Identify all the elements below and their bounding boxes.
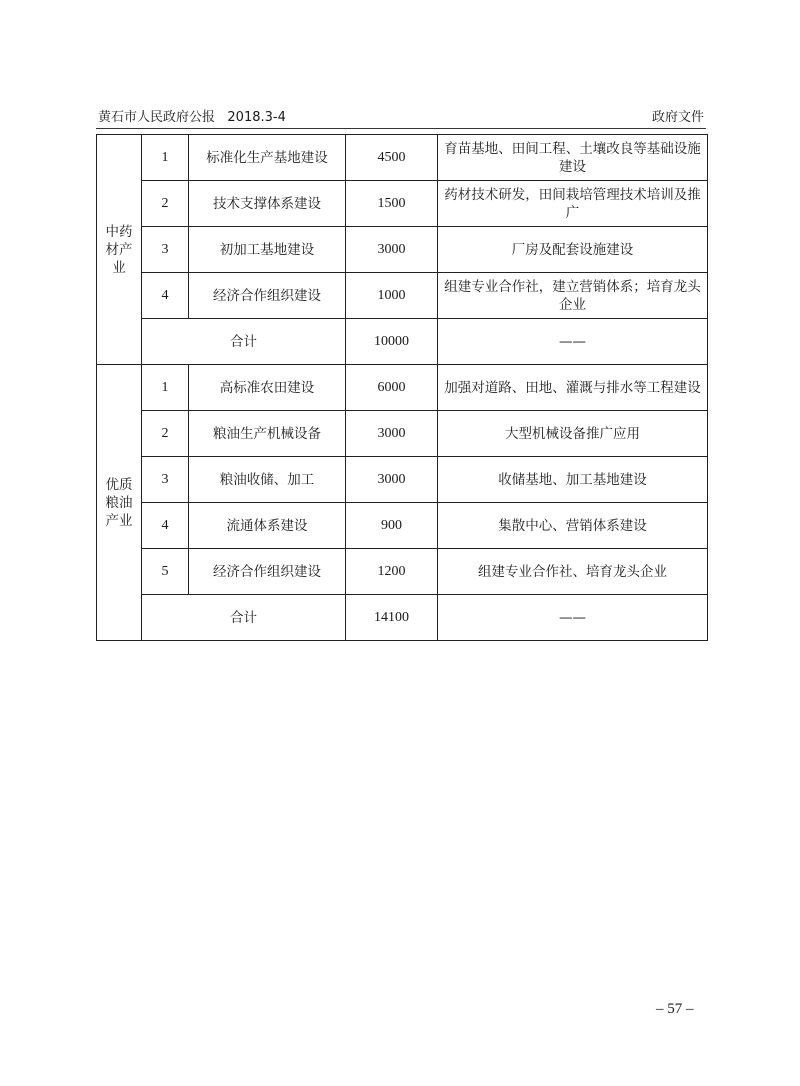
table-row: [97, 549, 708, 595]
table-row: [97, 457, 708, 503]
group-name-grain-oil: 优质粮油产业: [97, 365, 142, 641]
row-item: 技术支撑体系建设: [189, 181, 346, 227]
total-row: [97, 319, 708, 365]
group-name-medicinal: 中药材产业: [97, 135, 142, 365]
table-row: [97, 273, 708, 319]
row-item: 经济合作组织建设: [189, 549, 346, 595]
row-item: 粮油生产机械设备: [189, 411, 346, 457]
row-number: 1: [142, 365, 189, 411]
row-content: 加强对道路、田地、灌溉与排水等工程建设: [438, 365, 708, 411]
table-row: [97, 503, 708, 549]
row-content: 集散中心、营销体系建设: [438, 503, 708, 549]
row-amount: 3000: [346, 227, 438, 273]
row-amount: 3000: [346, 411, 438, 457]
total-amount: 14100: [346, 595, 438, 641]
row-amount: 1000: [346, 273, 438, 319]
row-content: 收储基地、加工基地建设: [438, 457, 708, 503]
total-content: ——: [438, 595, 708, 641]
row-content: 组建专业合作社，建立营销体系；培育龙头企业: [438, 273, 708, 319]
row-number: 3: [142, 227, 189, 273]
row-amount: 900: [346, 503, 438, 549]
total-label: 合计: [142, 319, 346, 365]
row-amount: 4500: [346, 135, 438, 181]
row-content: 厂房及配套设施建设: [438, 227, 708, 273]
total-row: [97, 595, 708, 641]
table-row: [97, 181, 708, 227]
row-number: 2: [142, 411, 189, 457]
row-number: 3: [142, 457, 189, 503]
row-item: 流通体系建设: [189, 503, 346, 549]
row-item: 标准化生产基地建设: [189, 135, 346, 181]
row-item: 初加工基地建设: [189, 227, 346, 273]
row-number: 5: [142, 549, 189, 595]
row-content: 组建专业合作社、培育龙头企业: [438, 549, 708, 595]
row-item: 高标准农田建设: [189, 365, 346, 411]
page-number: – 57 –: [656, 1001, 694, 1017]
row-amount: 3000: [346, 457, 438, 503]
total-content: ——: [438, 319, 708, 365]
row-number: 2: [142, 181, 189, 227]
table-row: [97, 135, 708, 181]
row-content: 大型机械设备推广应用: [438, 411, 708, 457]
table-row: [97, 227, 708, 273]
page-header: [96, 106, 706, 129]
row-number: 1: [142, 135, 189, 181]
row-item: 粮油收储、加工: [189, 457, 346, 503]
investment-table: [96, 134, 708, 641]
row-amount: 6000: [346, 365, 438, 411]
row-number: 4: [142, 273, 189, 319]
section-label: 政府文件: [651, 110, 704, 125]
total-amount: 10000: [346, 319, 438, 365]
row-content: 育苗基地、田间工程、土壤改良等基础设施建设: [438, 135, 708, 181]
row-item: 经济合作组织建设: [189, 273, 346, 319]
total-label: 合计: [142, 595, 346, 641]
row-number: 4: [142, 503, 189, 549]
table-row: [97, 365, 708, 411]
bulletin-title: 黄石市人民政府公报 2018.3-4: [98, 110, 286, 125]
row-amount: 1500: [346, 181, 438, 227]
row-amount: 1200: [346, 549, 438, 595]
row-content: 药材技术研发，田间栽培管理技术培训及推广: [438, 181, 708, 227]
table-row: [97, 411, 708, 457]
